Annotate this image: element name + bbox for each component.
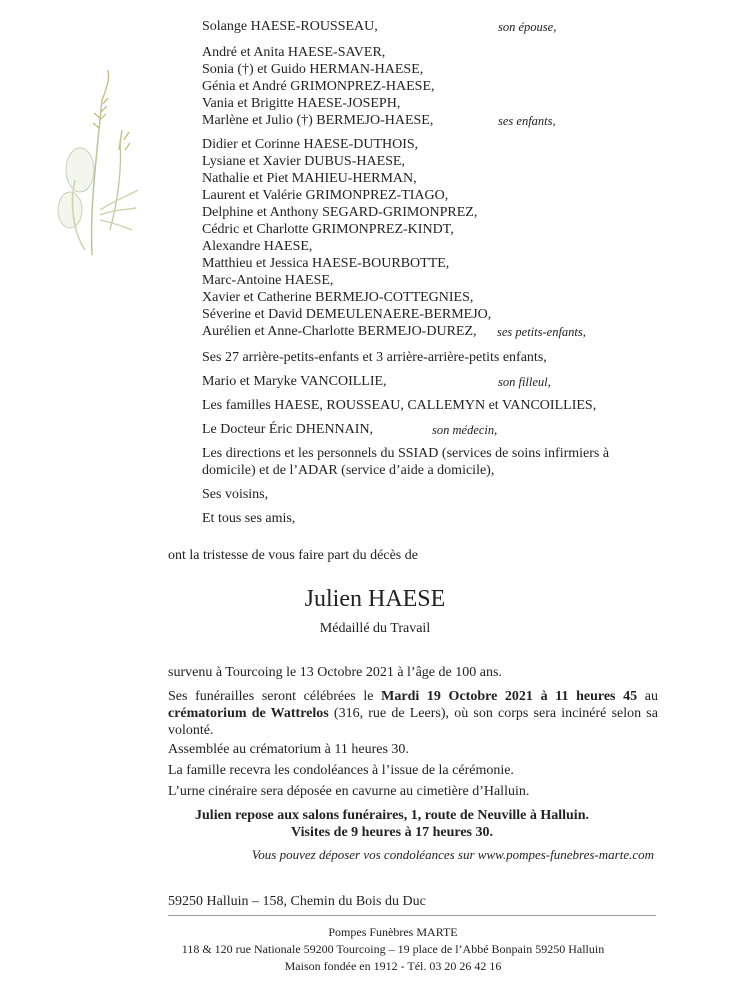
funeral-place: crématorium de Wattrelos [168, 706, 329, 721]
online-condolences: Vous pouvez déposer vos condoléances sur www.pompes-funebres-marte.com [251, 847, 654, 862]
funeral-post: (316, rue de Leers), où son corps sera incinéré selon sa volonté. [168, 706, 658, 738]
great-grandchildren: Ses 27 arrière-petits-enfants et 3 arrière-arrière-petits enfants, [202, 350, 547, 365]
urn-line: L’urne cinéraire sera déposée en cavurne au cimetière d’Halluin. [168, 784, 530, 799]
doctor-role: son médecin, [432, 423, 498, 437]
children-role: ses enfants, [498, 114, 556, 128]
funeral-pre: Ses funérailles seront célébrées le [168, 689, 382, 704]
friends-line: Et tous ses amis, [202, 511, 296, 526]
grandchild-7: Alexandre HAESE, [202, 239, 313, 254]
death-line: survenu à Tourcoing le 13 Octobre 2021 à l’âge de 100 ans. [168, 665, 502, 680]
lily-wheat-illustration [40, 60, 140, 260]
footer-addresses: 118 & 120 rue Nationale 59200 Tourcoing – 19 place de l’Abbé Bonpain 59250 Halluin [181, 942, 605, 956]
grandchild-5: Delphine et Anthony SEGARD-GRIMONPREZ, [202, 205, 478, 220]
footer-founded: Maison fondée en 1912 - Tél. 03 20 26 42 16 [284, 959, 502, 973]
services-paragraph: Les directions et les personnels du SSIAD (services de soins infirmiers à domicile) et de l’ADAR (service d’aide a domicile), [202, 446, 610, 478]
child-5: Marlène et Julio (†) BERMEJO-HAESE, [202, 113, 434, 128]
rest-line-1: Julien repose aux salons funéraires, 1, route de Neuville à Halluin. [195, 808, 589, 823]
grandchild-6: Cédric et Charlotte GRIMONPREZ-KINDT, [202, 222, 454, 237]
godson-role: son filleul, [498, 375, 551, 389]
child-1: André et Anita HAESE-SAVER, [202, 45, 386, 60]
condolences-line: La famille recevra les condoléances à l’issue de la cérémonie. [168, 763, 514, 778]
grandchild-10: Xavier et Catherine BERMEJO-COTTEGNIES, [202, 290, 474, 305]
footer-company: Pompes Funèbres MARTE [328, 925, 458, 939]
godson-name: Mario et Maryke VANCOILLIE, [202, 374, 387, 389]
child-4: Vania et Brigitte HAESE-JOSEPH, [202, 96, 401, 111]
families-line: Les familles HAESE, ROUSSEAU, CALLEMYN et VANCOILLIES, [202, 398, 597, 413]
grandchild-3: Nathalie et Piet MAHIEU-HERMAN, [202, 171, 417, 186]
funeral-date: Mardi 19 Octobre 2021 à 11 heures 45 [381, 689, 638, 704]
deceased-distinction: Médaillé du Travail [319, 621, 431, 636]
grandchild-12: Aurélien et Anne-Charlotte BERMEJO-DUREZ, [202, 324, 477, 339]
grandchild-8: Matthieu et Jessica HAESE-BOURBOTTE, [202, 256, 450, 271]
home-address: 59250 Halluin – 158, Chemin du Bois du Duc [168, 894, 426, 909]
grandchild-1: Didier et Corinne HAESE-DUTHOIS, [202, 137, 419, 152]
child-2: Sonia (†) et Guido HERMAN-HAESE, [202, 62, 424, 77]
funeral-paragraph [168, 688, 658, 739]
grandchild-11: Séverine et David DEMEULENAERE-BERMEJO, [202, 307, 492, 322]
doctor-name: Le Docteur Éric DHENNAIN, [202, 422, 374, 437]
child-3: Génia et André GRIMONPREZ-HAESE, [202, 79, 435, 94]
spouse-name: Solange HAESE-ROUSSEAU, [202, 19, 378, 34]
grandchild-4: Laurent et Valérie GRIMONPREZ-TIAGO, [202, 188, 449, 203]
deceased-name: Julien HAESE [304, 586, 446, 612]
grandchildren-role: ses petits-enfants, [497, 325, 586, 339]
grandchild-2: Lysiane et Xavier DUBUS-HAESE, [202, 154, 405, 169]
spouse-role: son épouse, [498, 20, 557, 34]
rest-line-2: Visites de 9 heures à 17 heures 30. [291, 825, 493, 840]
grandchild-9: Marc-Antoine HAESE, [202, 273, 334, 288]
funeral-mid: au [637, 689, 659, 704]
announcement-line: ont la tristesse de vous faire part du décès de [168, 548, 418, 563]
neighbors-line: Ses voisins, [202, 487, 269, 502]
assembly-line: Assemblée au crématorium à 11 heures 30. [168, 742, 409, 757]
footer-divider [168, 915, 656, 916]
